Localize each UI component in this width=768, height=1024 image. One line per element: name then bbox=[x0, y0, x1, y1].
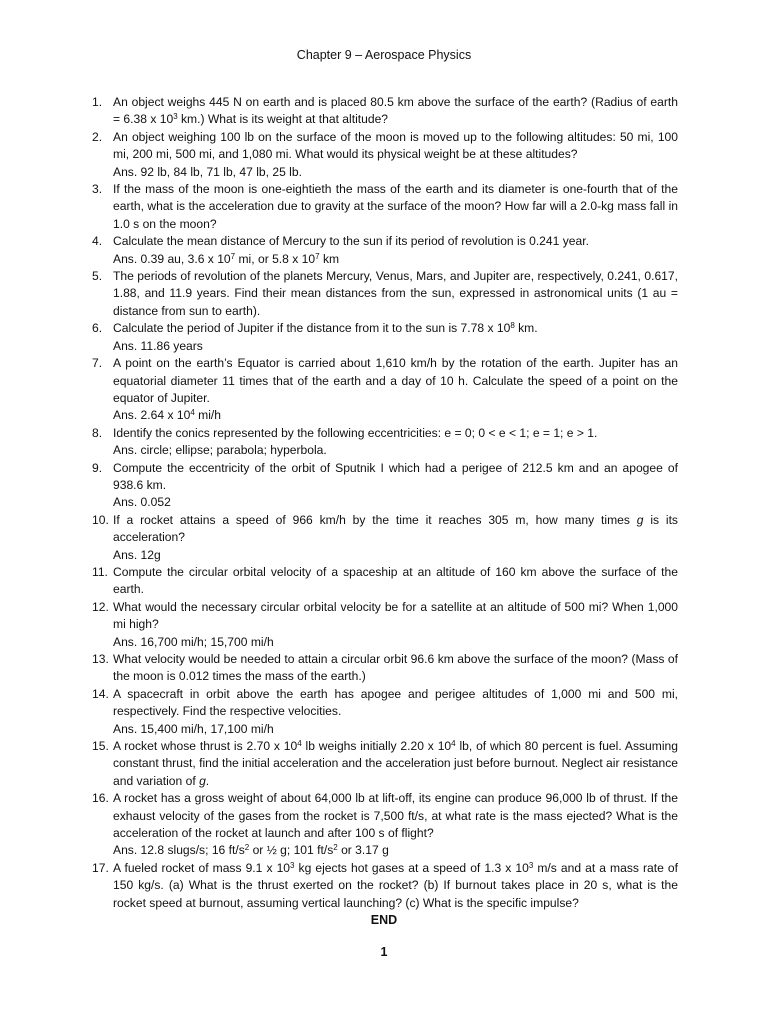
problem-text: Compute the eccentricity of the orbit of Sputnik I which had a perigee of 212.5 km and an apogee of 938.6 km. bbox=[113, 460, 678, 492]
problem-text: A rocket has a gross weight of about 64,000 lb at lift-off, its engine can produce 96,000 lb of thrust. If the exhaust velocity of the gases from the rocket is 7,500 ft/s, at what rate is the mass ejected? What is the acceleration of the rocket at launch and after 100 s of flight? bbox=[113, 791, 678, 841]
problem-number: 11. bbox=[92, 564, 108, 579]
problem-item bbox=[92, 320, 678, 355]
problem-item bbox=[92, 425, 678, 460]
problem-item bbox=[92, 460, 678, 512]
answer-text: Ans. 92 lb, 84 lb, 71 lb, 47 lb, 25 lb. bbox=[113, 164, 302, 179]
problem-number: 6. bbox=[92, 321, 103, 336]
end-marker: END bbox=[370, 913, 398, 927]
problem-number: 12. bbox=[92, 599, 109, 614]
problem-text: What velocity would be needed to attain a circular orbit 96.6 km above the surface of the moon? (Mass of the moon is 0.012 times the mass of the earth.) bbox=[113, 652, 678, 684]
problem-item bbox=[92, 651, 678, 686]
problem-number: 4. bbox=[92, 234, 103, 249]
problem-number: 15. bbox=[92, 739, 109, 754]
problem-item bbox=[92, 94, 678, 129]
problem-list bbox=[92, 94, 678, 912]
problem-text: What would the necessary circular orbital velocity be for a satellite at an altitude of 500 mi? When 1,000 mi high? bbox=[113, 599, 678, 632]
problem-number: 7. bbox=[92, 356, 103, 371]
problem-number: 14. bbox=[92, 686, 109, 701]
problem-text: A fueled rocket of mass 9.1 x $10^3$ kg ejects hot gases at a speed of 1.3 x $10^3$ m/s and at a mass rate of 150 kg/s. (a) What is the thrust exerted on the rocket? (b) If burnout takes place in 20 s, what is the rocket speed at burnout, assuming vertical launching? (c) What is the specific impulse? bbox=[113, 860, 679, 910]
answer-text: Ans. 11.86 years bbox=[113, 338, 203, 353]
problem-item bbox=[92, 355, 678, 425]
problem-text: Compute the circular orbital velocity of a spaceship at an altitude of 160 km above the surface of the earth. bbox=[113, 564, 678, 597]
problem-number: 13. bbox=[92, 652, 109, 666]
problem-item bbox=[92, 738, 678, 790]
problem-text: A spacecraft in orbit above the earth has apogee and perigee altitudes of 1,000 mi and 500 mi, respectively. Find the respective velocities. bbox=[113, 686, 678, 719]
page-number: 1 bbox=[380, 945, 388, 959]
answer-text: Ans. 2.64 x $10^4$ mi/h bbox=[113, 408, 221, 423]
problem-text: An object weighs 445 N on earth and is placed 80.5 km above the surface of the earth? (Radius of earth = 6.38 x $10^3$ km.) What is its weight at that altitude? bbox=[113, 95, 678, 127]
answer-text: Ans. 12g bbox=[113, 547, 161, 562]
answer-text: Ans. 16,700 mi/h; 15,700 mi/h bbox=[113, 634, 274, 649]
problem-item bbox=[92, 686, 678, 738]
page-title: Chapter 9 – Aerospace Physics bbox=[296, 48, 472, 62]
answer-text: Ans. 15,400 mi/h, 17,100 mi/h bbox=[113, 721, 274, 736]
answer-text: Ans. 12.8 slugs/s; 16 $ft/s^2$ or ½ g; 101 $ft/s^2$ or 3.17 g bbox=[113, 843, 389, 858]
problem-text: Calculate the mean distance of Mercury to the sun if its period of revolution is 0.241 year. bbox=[113, 234, 589, 249]
problem-number: 17. bbox=[92, 860, 109, 875]
answer-text: Ans. 0.052 bbox=[113, 495, 171, 510]
problem-text: If a rocket attains a speed of 966 km/h by the time it reaches 305 m, how many times g is its acceleration? bbox=[113, 512, 678, 545]
problem-item bbox=[92, 599, 678, 651]
problem-item bbox=[92, 564, 678, 599]
problem-item bbox=[92, 233, 678, 268]
answer-text: Ans. 0.39 au, 3.6 x $10^7$ mi, or 5.8 x $10^7$ km bbox=[113, 251, 340, 266]
problem-number: 5. bbox=[92, 269, 103, 284]
problem-number: 9. bbox=[92, 460, 103, 475]
problem-item bbox=[92, 268, 678, 320]
problem-text: The periods of revolution of the planets Mercury, Venus, Mars, and Jupiter are, respectively, 0.241, 0.617, 1.88, and 11.9 years. Find their mean distances from the sun, expressed in astronomical units (1 au = distance from sun to earth). bbox=[113, 269, 678, 318]
problem-number: 2. bbox=[92, 129, 103, 144]
problem-item bbox=[92, 860, 678, 912]
problem-text: If the mass of the moon is one-eightieth the mass of the earth and its diameter is one-fourth that of the earth, what is the acceleration due to gravity at the surface of the moon? How far will a 2.0-kg mass fall in 1.0 s on the moon? bbox=[113, 182, 678, 231]
problem-number: 10. bbox=[92, 512, 109, 527]
problem-text: A rocket whose thrust is 2.70 x $10^4$ lb weighs initially 2.20 x $10^4$ lb, of which 80 percent is fuel. Assuming constant thrust, find the initial acceleration and the acceleration just before burnout. Neglect air resistance and variation of g. bbox=[113, 739, 678, 788]
problem-item bbox=[92, 790, 678, 860]
problem-number: 8. bbox=[92, 425, 103, 440]
problem-number: 16. bbox=[92, 791, 109, 806]
problem-number: 1. bbox=[92, 95, 103, 109]
problem-text: A point on the earth’s Equator is carried about 1,610 km/h by the rotation of the earth. Jupiter has an equatorial diameter 11 times that of the earth and a day of 10 h. Calculate the speed of a point on the equator of Jupiter. bbox=[113, 356, 678, 405]
answer-text: Ans. circle; ellipse; parabola; hyperbola. bbox=[113, 443, 327, 458]
problem-item bbox=[92, 129, 678, 181]
problem-text: An object weighing 100 lb on the surface of the moon is moved up to the following altitudes: 50 mi, 100 mi, 200 mi, 500 mi, and 1,080 mi. What would its physical weight be at these altitudes? bbox=[113, 129, 678, 162]
problem-number: 3. bbox=[92, 182, 103, 197]
problem-text: Calculate the period of Jupiter if the distance from it to the sun is 7.78 x $10^8$ km. bbox=[113, 321, 538, 336]
problem-item bbox=[92, 181, 678, 233]
problem-item bbox=[92, 512, 678, 564]
problem-text: Identify the conics represented by the following eccentricities: e = 0; 0 < e < 1; e = 1; e > 1. bbox=[113, 425, 598, 440]
